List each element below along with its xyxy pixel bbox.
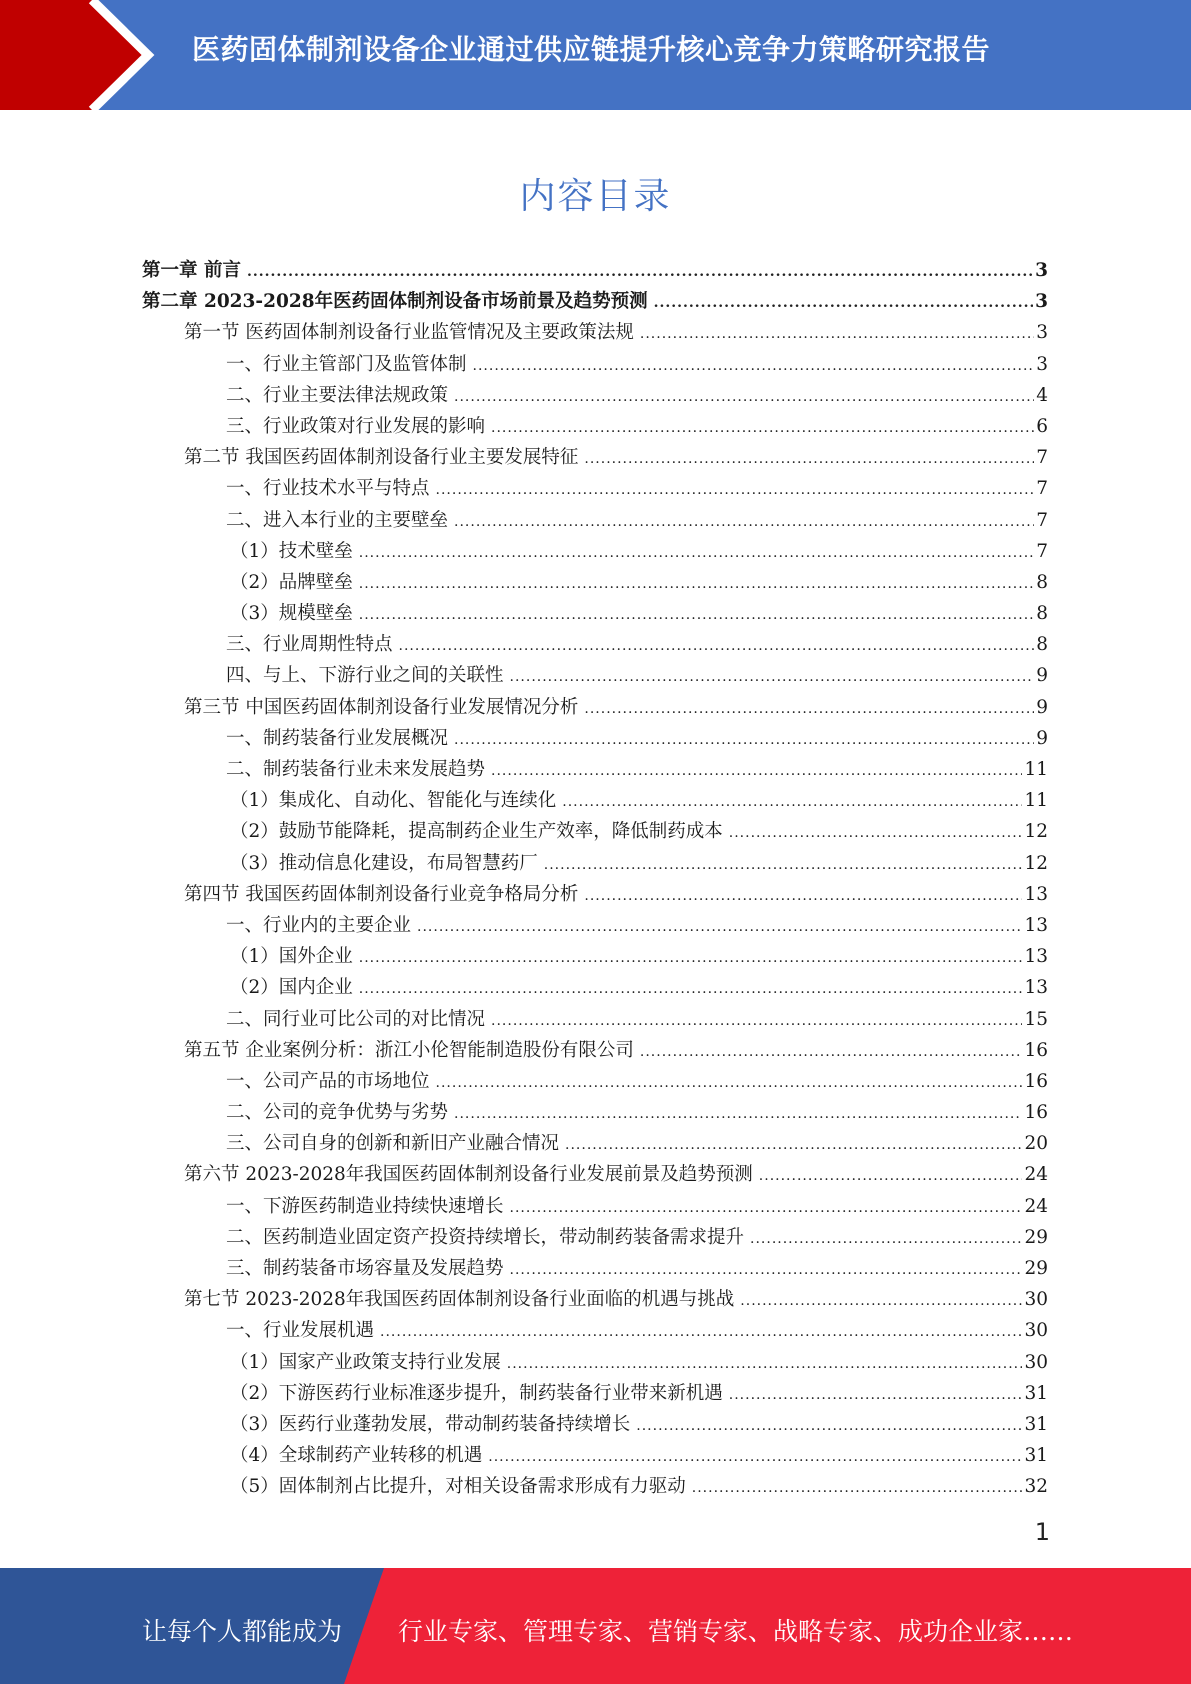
toc-dot-leader: [359, 600, 1034, 631]
toc-entry[interactable]: [142, 1409, 1048, 1440]
toc-dot-leader: [562, 787, 1022, 818]
toc-entry-page: 3: [1035, 260, 1048, 281]
toc-entry[interactable]: [142, 1097, 1048, 1128]
toc-entry-page: 3: [1035, 291, 1048, 313]
toc-dot-leader: [640, 1037, 1023, 1068]
toc-dot-leader: [759, 1161, 1023, 1192]
toc-entry-label: 第六节 2023-2028年我国医药固体制剂设备行业发展前景及趋势预测: [184, 1164, 753, 1186]
toc-dot-leader: [491, 413, 1034, 444]
toc-entry-label: （1）集成化、自动化、智能化与连续化: [230, 790, 557, 812]
toc-entry[interactable]: [142, 1253, 1048, 1284]
toc-entry[interactable]: [142, 879, 1048, 910]
toc-entry[interactable]: [142, 910, 1048, 941]
toc-entry-label: 一、行业主管部门及监管体制: [226, 353, 467, 375]
toc-dot-leader: [729, 1380, 1023, 1411]
toc-entry-label: （2）下游医药行业标准逐步提升，制药装备行业带来新机遇: [230, 1382, 723, 1404]
toc-entry[interactable]: [142, 598, 1048, 629]
toc-entry[interactable]: [142, 473, 1048, 504]
toc-dot-leader: [491, 756, 1022, 787]
toc-dot-leader: [692, 1473, 1023, 1504]
toc-dot-leader: [507, 1349, 1023, 1380]
toc-entry-page: 9: [1036, 696, 1048, 718]
toc-entry[interactable]: [142, 317, 1048, 348]
toc-entry-page: 13: [1024, 883, 1048, 905]
toc-entry-label: 一、行业技术水平与特点: [226, 478, 430, 500]
toc-entry-page: 31: [1024, 1382, 1048, 1404]
toc-dot-leader: [436, 475, 1035, 506]
toc-dot-leader: [380, 1317, 1022, 1348]
toc-entry-page: 3: [1036, 322, 1048, 344]
toc-dot-leader: [584, 881, 1022, 912]
toc-entry[interactable]: [142, 505, 1048, 536]
toc-entry[interactable]: [142, 349, 1048, 380]
toc-dot-leader: [417, 912, 1022, 943]
toc-entry-page: 13: [1024, 914, 1048, 936]
toc-entry[interactable]: [142, 1191, 1048, 1222]
toc-entry[interactable]: [142, 816, 1048, 847]
page-header: [0, 0, 1191, 110]
toc-entry-page: 13: [1024, 946, 1048, 968]
toc-entry-label: 二、制药装备行业未来发展趋势: [226, 759, 486, 780]
toc-entry-label: 四、与上、下游行业之间的关联性: [226, 665, 504, 687]
toc-dot-leader: [454, 725, 1034, 756]
toc-entry-page: 12: [1024, 821, 1048, 843]
page-footer: [0, 1568, 1191, 1684]
toc-entry-label: （4）全球制药产业转移的机遇: [230, 1445, 483, 1467]
toc-entry-label: 一、制药装备行业发展概况: [226, 727, 449, 749]
toc-dot-leader: [454, 507, 1034, 538]
toc-entry[interactable]: [142, 255, 1048, 286]
toc-entry-label: 二、公司的竞争优势与劣势: [226, 1102, 449, 1124]
toc-entry[interactable]: [142, 785, 1048, 816]
toc-entry[interactable]: [142, 754, 1048, 785]
toc-dot-leader: [510, 1255, 1023, 1286]
toc-entry-label: （5）固体制剂占比提升，对相关设备需求形成有力驱动: [230, 1476, 686, 1498]
toc-entry[interactable]: [142, 1284, 1048, 1315]
toc-dot-leader: [654, 288, 1034, 319]
toc-entry-page: 15: [1024, 1008, 1048, 1030]
toc-dot-leader: [473, 351, 1035, 382]
toc-dot-leader: [359, 943, 1023, 974]
toc-entry[interactable]: [142, 1004, 1048, 1035]
toc-entry-label: 一、公司产品的市场地位: [226, 1070, 430, 1092]
toc-entry-label: （1）国家产业政策支持行业发展: [230, 1351, 501, 1373]
toc-entry[interactable]: [142, 1378, 1048, 1409]
toc-entry-label: （3）推动信息化建设，布局智慧药厂: [230, 852, 538, 874]
toc-entry-label: 二、进入本行业的主要壁垒: [226, 509, 449, 531]
toc-entry[interactable]: [142, 1066, 1048, 1097]
table-of-contents: [142, 255, 1048, 1503]
toc-entry-label: 第七节 2023-2028年我国医药固体制剂设备行业面临的机遇与挑战: [184, 1289, 735, 1311]
toc-entry[interactable]: [142, 286, 1048, 317]
footer-slogan-right: 行业专家、管理专家、营销专家、战略专家、成功企业家……: [398, 1617, 1074, 1646]
toc-entry-label: 二、医药制造业固定资产投资持续增长，带动制药装备需求提升: [226, 1226, 745, 1248]
toc-entry[interactable]: [142, 972, 1048, 1003]
toc-entry[interactable]: [142, 723, 1048, 754]
toc-dot-leader: [247, 257, 1033, 288]
toc-entry[interactable]: [142, 1315, 1048, 1346]
toc-entry-page: 7: [1036, 540, 1048, 562]
toc-entry-label: 第一节 医药固体制剂设备行业监管情况及主要政策法规: [184, 322, 634, 344]
toc-dot-leader: [510, 1193, 1023, 1224]
toc-entry-label: （3）规模壁垒: [230, 603, 353, 625]
toc-entry-page: 9: [1036, 665, 1048, 687]
toc-entry[interactable]: [142, 536, 1048, 567]
toc-entry-page: 8: [1036, 634, 1048, 656]
toc-dot-leader: [584, 694, 1034, 725]
toc-entry-label: 第二节 我国医药固体制剂设备行业主要发展特征: [184, 447, 579, 469]
toc-entry-page: 29: [1024, 1226, 1048, 1248]
toc-entry[interactable]: [142, 1471, 1048, 1502]
toc-dot-leader: [359, 538, 1034, 569]
toc-entry-page: 16: [1024, 1039, 1048, 1061]
toc-entry-page: 11: [1024, 759, 1048, 780]
toc-entry-label: （2）品牌壁垒: [230, 571, 353, 593]
toc-entry-label: 三、公司自身的创新和新旧产业融合情况: [226, 1133, 560, 1155]
toc-dot-leader: [399, 631, 1035, 662]
toc-entry-page: 3: [1036, 353, 1048, 375]
page-number: 1: [1034, 1518, 1050, 1546]
toc-dot-leader: [565, 1130, 1022, 1161]
toc-entry-page: 30: [1024, 1320, 1048, 1342]
toc-entry-label: （2）国内企业: [230, 977, 353, 999]
footer-slogan-left: 让每个人都能成为: [142, 1617, 343, 1646]
toc-entry-page: 11: [1024, 790, 1048, 812]
toc-entry[interactable]: [142, 567, 1048, 598]
toc-entry[interactable]: [142, 941, 1048, 972]
toc-entry[interactable]: [142, 629, 1048, 660]
toc-entry-label: 第二章 2023-2028年医药固体制剂设备市场前景及趋势预测: [142, 291, 648, 313]
toc-entry-label: 一、行业发展机遇: [226, 1320, 375, 1342]
toc-entry-page: 31: [1024, 1445, 1048, 1467]
toc-entry-label: 第三节 中国医药固体制剂设备行业发展情况分析: [184, 696, 579, 718]
toc-entry-page: 30: [1024, 1351, 1048, 1373]
toc-entry-page: 7: [1036, 478, 1048, 500]
toc-entry-page: 16: [1024, 1070, 1048, 1092]
toc-entry[interactable]: [142, 1440, 1048, 1471]
toc-dot-leader: [636, 1411, 1022, 1442]
toc-dot-leader: [436, 1068, 1023, 1099]
toc-dot-leader: [640, 319, 1034, 350]
toc-dot-leader: [544, 850, 1023, 881]
toc-entry[interactable]: [142, 848, 1048, 879]
toc-entry-page: 24: [1024, 1164, 1048, 1186]
toc-entry[interactable]: [142, 1128, 1048, 1159]
toc-entry-label: 第一章 前言: [142, 260, 241, 281]
toc-entry-page: 31: [1024, 1413, 1048, 1435]
toc-dot-leader: [454, 1099, 1022, 1130]
toc-entry[interactable]: [142, 660, 1048, 691]
toc-entry-page: 29: [1024, 1258, 1048, 1279]
toc-dot-leader: [359, 974, 1023, 1005]
toc-entry-label: 三、行业政策对行业发展的影响: [226, 415, 486, 437]
toc-entry[interactable]: [142, 442, 1048, 473]
header-title: 医药固体制剂设备企业通过供应链提升核心竞争力策略研究报告: [192, 33, 991, 66]
toc-entry-page: 30: [1024, 1289, 1048, 1311]
toc-dot-leader: [454, 382, 1034, 413]
toc-entry-label: 第四节 我国医药固体制剂设备行业竞争格局分析: [184, 883, 579, 905]
toc-dot-leader: [750, 1224, 1022, 1255]
toc-dot-leader: [729, 818, 1023, 849]
toc-dot-leader: [510, 662, 1035, 693]
toc-entry-label: （3）医药行业蓬勃发展，带动制药装备持续增长: [230, 1413, 631, 1435]
toc-entry[interactable]: [142, 380, 1048, 411]
toc-entry-label: （2）鼓励节能降耗，提高制药企业生产效率，降低制药成本: [230, 821, 723, 843]
toc-entry-page: 24: [1024, 1195, 1048, 1217]
toc-entry[interactable]: [142, 411, 1048, 442]
toc-title: 内容目录: [519, 176, 672, 217]
toc-entry-label: 三、制药装备市场容量及发展趋势: [226, 1258, 504, 1279]
toc-entry[interactable]: [142, 692, 1048, 723]
toc-entry-page: 9: [1036, 727, 1048, 749]
toc-entry-label: 一、下游医药制造业持续快速增长: [226, 1195, 504, 1217]
toc-entry-page: 7: [1036, 447, 1048, 469]
toc-dot-leader: [488, 1442, 1022, 1473]
toc-entry-page: 12: [1024, 852, 1048, 874]
toc-entry-page: 13: [1024, 977, 1048, 999]
toc-entry-label: 一、行业内的主要企业: [226, 914, 412, 936]
toc-entry[interactable]: [142, 1347, 1048, 1378]
toc-entry-label: 二、同行业可比公司的对比情况: [226, 1008, 486, 1030]
toc-entry[interactable]: [142, 1035, 1048, 1066]
toc-entry-label: （1）国外企业: [230, 946, 353, 968]
toc-entry[interactable]: [142, 1159, 1048, 1190]
toc-dot-leader: [491, 1006, 1022, 1037]
toc-dot-leader: [584, 444, 1034, 475]
toc-entry-page: 8: [1036, 603, 1048, 625]
toc-entry-page: 4: [1036, 384, 1048, 406]
toc-entry-page: 7: [1036, 509, 1048, 531]
toc-entry-label: 第五节 企业案例分析：浙江小伦智能制造股份有限公司: [184, 1039, 634, 1061]
toc-entry-page: 8: [1036, 571, 1048, 593]
toc-entry-label: 二、行业主要法律法规政策: [226, 384, 449, 406]
toc-dot-leader: [740, 1286, 1022, 1317]
toc-entry-page: 16: [1024, 1102, 1048, 1124]
toc-entry-page: 32: [1024, 1476, 1048, 1498]
toc-entry[interactable]: [142, 1222, 1048, 1253]
toc-dot-leader: [359, 569, 1034, 600]
toc-entry-page: 6: [1036, 415, 1048, 437]
toc-entry-page: 20: [1024, 1133, 1048, 1155]
toc-entry-label: 三、行业周期性特点: [226, 634, 393, 656]
toc-entry-label: （1）技术壁垒: [230, 540, 353, 562]
